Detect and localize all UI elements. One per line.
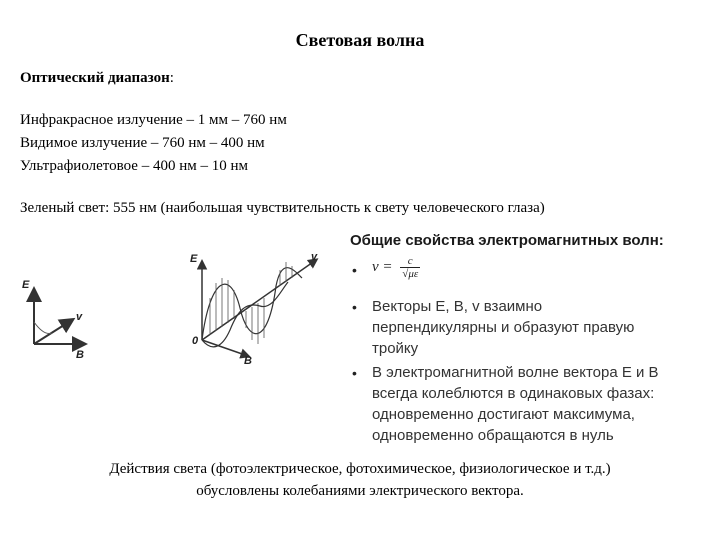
formula-fraction [400, 255, 420, 280]
property-phase [372, 362, 659, 446]
em-wave-diagram [168, 248, 338, 368]
property-perpendicular-line-2: перпендикулярны и образуют правую [372, 319, 635, 336]
wave-propagation-axis [202, 260, 316, 340]
property-phase-line-2: всегда колеблются в одинаковых фазах: [372, 385, 655, 402]
vector-triad-diagram [14, 262, 124, 362]
footer-line-2: обусловлены колебаниями электрического вектора. [196, 483, 524, 499]
property-phase-line-1: В электромагнитной волне вектора E и B [372, 364, 659, 381]
infrared-range: Инфракрасное излучение – 1 мм – 760 нм [20, 112, 287, 128]
wave-b-axis [202, 340, 248, 356]
bullet-1: • [352, 262, 357, 278]
formula-denominator: √με [402, 268, 419, 280]
optical-range-heading [20, 70, 174, 87]
property-phase-line-3: одновременно достигают максимума, [372, 406, 635, 423]
b-axis-label: B [76, 349, 84, 361]
wave-v-label: v [311, 251, 318, 263]
page-title: Световая волна [295, 30, 425, 50]
wave-e-label: E [190, 253, 198, 265]
angle-arc [34, 322, 52, 334]
footer-line-1: Действия света (фотоэлектрическое, фотохимическое, физиологическое и т.д.) [109, 461, 611, 477]
bullet-3: • [352, 365, 357, 381]
v-axis-arrow [34, 320, 72, 344]
green-light-note: Зеленый свет: 555 нм (наибольшая чувствительность к свету человеческого глаза) [20, 200, 545, 216]
ultraviolet-range: Ультрафиолетовое – 400 нм – 10 нм [20, 158, 248, 174]
v-axis-label: v [76, 311, 83, 323]
properties-heading: Общие свойства электромагнитных волн: [350, 232, 664, 249]
property-perpendicular-line-1: Векторы E, B, v взаимно [372, 298, 543, 315]
property-phase-line-4: одновременно обращаются в нуль [372, 427, 614, 444]
formula-lhs: v = [372, 258, 393, 275]
visible-range: Видимое излучение – 760 нм – 400 нм [20, 135, 265, 151]
property-perpendicular-line-3: тройку [372, 340, 419, 357]
property-perpendicular [372, 296, 634, 359]
optical-range-heading-text: Оптический диапазон [20, 70, 170, 86]
optical-range-heading-colon: : [169, 70, 174, 86]
formula-numerator: c [400, 255, 420, 268]
wave-b-label: B [244, 355, 252, 367]
wave-origin-label: 0 [192, 335, 199, 347]
bullet-2: • [352, 299, 357, 315]
e-axis-label: E [22, 279, 30, 291]
velocity-formula [372, 255, 420, 280]
